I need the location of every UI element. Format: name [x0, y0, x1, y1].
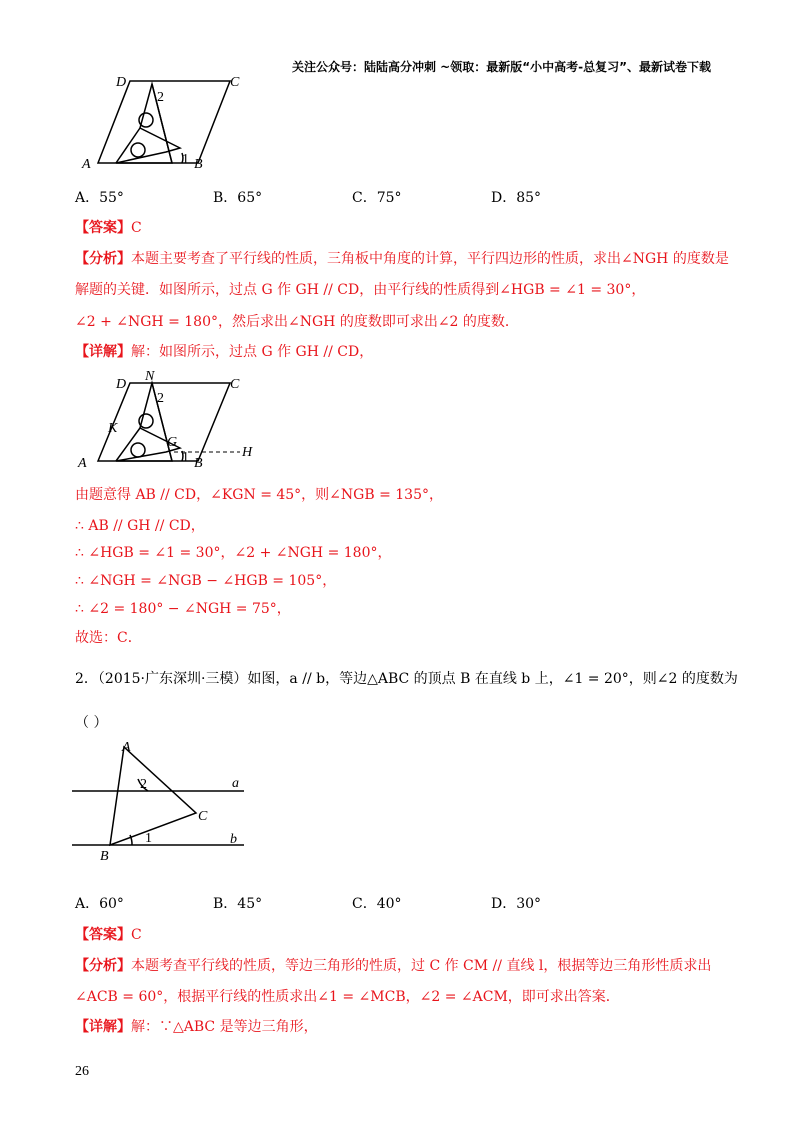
q2-answer-tag: 【答案】	[75, 927, 131, 943]
q1-analysis-text1: 本题主要考查了平行线的性质，三角板中角度的计算，平行四边形的性质，求出∠NGH 的度数是	[131, 251, 729, 267]
q2-label-2: 2	[140, 777, 147, 792]
q1-analysis-line3: ∠2 + ∠NGH = 180°，然后求出∠NGH 的度数即可求出∠2 的度数．	[75, 314, 519, 330]
q2-label-line-a: a	[232, 776, 239, 791]
q2-label-line-b: b	[230, 832, 237, 847]
q1-figure	[70, 70, 260, 180]
q1-analysis-tag: 【分析】	[75, 251, 131, 267]
q1f2-label-2: 2	[157, 391, 164, 406]
q1f2-label-n: N	[145, 369, 155, 384]
page-header: 关注公众号：陆陆高分冲刺 ~领取：最新版“小中高考-总复习”、最新试卷下载	[292, 60, 711, 74]
q2-label-1: 1	[145, 831, 152, 846]
q2-detail-line1	[75, 1016, 318, 1036]
q1-answer-tag: 【答案】	[75, 220, 131, 236]
q1-detail-line1	[75, 341, 373, 361]
q1f2-label-h: H	[242, 445, 253, 460]
q1-option-a: A．55°	[75, 190, 124, 206]
q1-step-3: ∴ ∠HGB = ∠1 = 30°，∠2 + ∠NGH = 180°，	[75, 545, 392, 561]
q2-option-a: A．60°	[75, 896, 124, 912]
q2-label-b-vertex: B	[100, 849, 109, 864]
page-number: 26	[75, 1064, 89, 1079]
q1-step-1: 由题意得 AB // CD，∠KGN = 45°，则∠NGB = 135°，	[75, 487, 443, 503]
q1-label-d: D	[116, 75, 127, 90]
q1f2-label-c: C	[230, 377, 240, 392]
q1-label-c: C	[230, 75, 240, 90]
q2-analysis-tag: 【分析】	[75, 958, 131, 974]
q1-detail-text1: 解：如图所示，过点 G 作 GH // CD，	[131, 344, 374, 360]
q2-analysis-line2: ∠ACB = 60°，根据平行线的性质求出∠1 = ∠MCB，∠2 = ∠ACM，即可求出答案．	[75, 989, 620, 1005]
q1-option-d: D．85°	[491, 190, 542, 206]
q1f2-label-d: D	[116, 377, 127, 392]
q1-step-5: ∴ ∠2 = 180° − ∠NGH = 75°，	[75, 601, 291, 617]
q1-answer-row	[75, 217, 142, 237]
q2-answer-row	[75, 924, 142, 944]
q2-option-b: B．45°	[213, 896, 263, 912]
q2-analysis-text1: 本题考查平行线的性质，等边三角形的性质，过 C 作 CM // 直线 l，根据等边三角形性质求出	[131, 958, 712, 974]
q1f2-label-a: A	[78, 456, 87, 471]
q1f2-label-b: B	[194, 456, 203, 471]
q1f2-label-k: K	[108, 421, 118, 436]
q2-stem: 2．（2015·广东深圳·三模）如图，a // b，等边△ABC 的顶点 B 在直线 b 上，∠1 = 20°，则∠2 的度数为	[75, 671, 738, 687]
q1-option-c: C．75°	[352, 190, 402, 206]
q2-answer: C	[131, 927, 142, 943]
q2-blank: （ ）	[75, 715, 108, 731]
q1-detail-tag: 【详解】	[75, 344, 131, 360]
q2-detail-tag: 【详解】	[75, 1019, 131, 1035]
q1-step-4: ∴ ∠NGH = ∠NGB − ∠HGB = 105°，	[75, 573, 337, 589]
q2-analysis-line1	[75, 955, 711, 975]
q1-analysis-line1	[75, 248, 729, 268]
q1-step-6: 故选：C．	[75, 630, 142, 646]
q2-figure	[70, 735, 270, 865]
q1-label-2: 2	[157, 90, 164, 105]
q1-option-b: B．65°	[213, 190, 263, 206]
q1-label-1: 1	[182, 152, 189, 167]
q1-analysis-line2: 解题的关键．如图所示，过点 G 作 GH // CD，由平行线的性质得到∠HGB = ∠1 = 30°，	[75, 282, 646, 298]
q2-option-c: C．40°	[352, 896, 402, 912]
q1-step-2: ∴ AB // GH // CD，	[75, 518, 205, 534]
q1-figure-2	[70, 366, 270, 474]
q2-label-c: C	[198, 809, 208, 824]
q1-answer: C	[131, 220, 142, 236]
q2-detail-text1: 解：∵△ABC 是等边三角形，	[131, 1019, 318, 1035]
q1-label-a: A	[82, 157, 91, 172]
q2-label-a-vertex: A	[122, 740, 131, 755]
q1-label-b: B	[194, 157, 203, 172]
q1f2-label-g: G	[167, 435, 178, 450]
q1f2-label-1: 1	[182, 450, 189, 465]
q2-option-d: D．30°	[491, 896, 542, 912]
